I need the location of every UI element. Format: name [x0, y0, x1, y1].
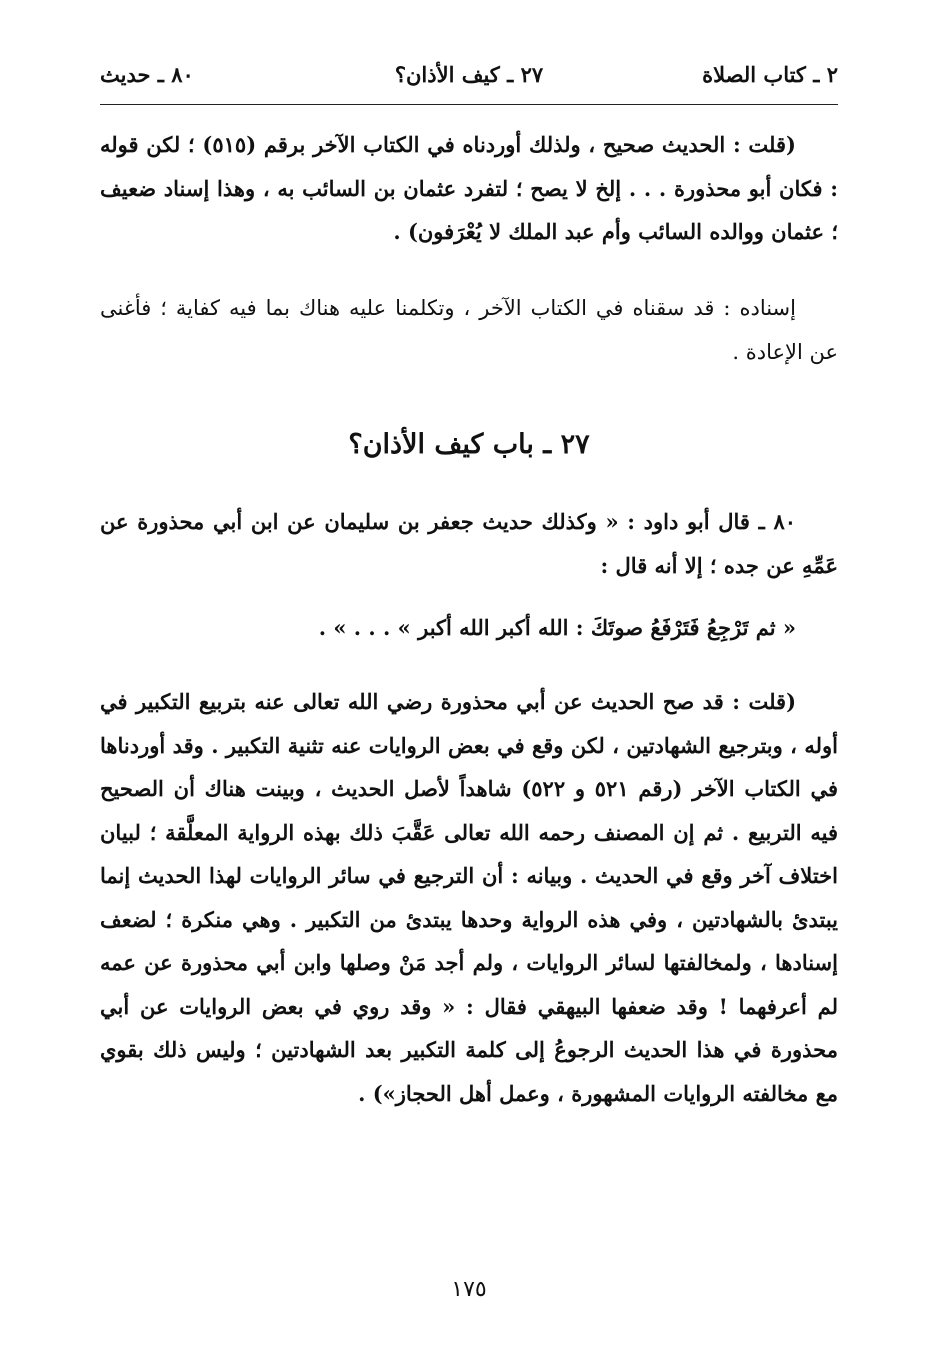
hadith-quote-text: « ثم تَرْجِعُ فَتَرْفَعُ صوتَكَ : الله أكبر الله أكبر » . . . » . [318, 615, 796, 640]
running-header [100, 62, 838, 102]
hadith-quote-line [100, 606, 838, 650]
isnad-paragraph: إسناده : قد سقناه في الكتاب الآخر ، وتكلمنا عليه هناك بما فيه كفاية ؛ فأغنى عن الإعادة . [100, 296, 838, 364]
commentary-paragraph-1: (قلت : الحديث صحيح ، ولذلك أوردناه في الكتاب الآخر برقم (٥١٥) ؛ لكن قوله : فكان أبو محذورة . . . إلخ لا يصح ؛ لتفرد عثمان بن السائب به ، وهذا إسناد ضعيف ؛ عثمان ووالده السائب وأم عبد الملك لا يُعْرَفون) . [100, 132, 838, 244]
header-chapter-title: ٢٧ ـ كيف الأذان؟ [394, 62, 544, 87]
commentary-paragraph-2: (قلت : قد صح الحديث عن أبي محذورة رضي الله تعالى عنه بتربيع التكبير في أوله ، وبترجيع الشهادتين ، لكن وقع في بعض الروايات عنه تثنية التكبير . وقد أوردناها في الكتاب الآخر (رقم ٥٢١ و ٥٢٢) شاهداً لأصل الحديث ، وبينت هناك أن الصحيح فيه التربيع . ثم إن المصنف رحمه الله تعالى عَقَّبَ ذلك بهذه الرواية المعلَّقة ؛ لبيان اختلاف آخر وقع في الحديث . وبيانه : أن الترجيع في سائر الروايات لهذا الحديث إنما يبتدئ بالشهادتين ، وفي هذه الرواية وحدها يبتدئ من التكبير . وهي منكرة ؛ لضعف إسنادها ، ولمخالفتها لسائر الروايات ، ولم أجد مَنْ وصلها وابن أبي محذورة عن عمه لم أعرفهما ! وقد ضعفها البيهقي فقال : « وقد روي في بعض الروايات عن أبي محذورة في هذا الحديث الرجوعُ إلى كلمة التكبير بعد الشهادتين ؛ وليس ذلك بقوي مع مخالفته الروايات المشهورة ، وعمل أهل الحجاز») . [100, 689, 839, 1106]
header-book-title: ٢ ـ كتاب الصلاة [702, 62, 838, 87]
page-number: ١٧٥ [451, 1277, 487, 1302]
hadith-text-paragraph: ٨٠ ـ قال أبو داود : « وكذلك حديث جعفر بن سليمان عن ابن أبي محذورة عن عَمِّهِ عن جده ؛ إلا أنه قال : [100, 509, 838, 578]
chapter-heading: ٢٧ ـ باب كيف الأذان؟ [348, 429, 590, 460]
header-hadith-number: ٨٠ ـ حديث [100, 62, 194, 87]
header-divider [100, 104, 838, 105]
